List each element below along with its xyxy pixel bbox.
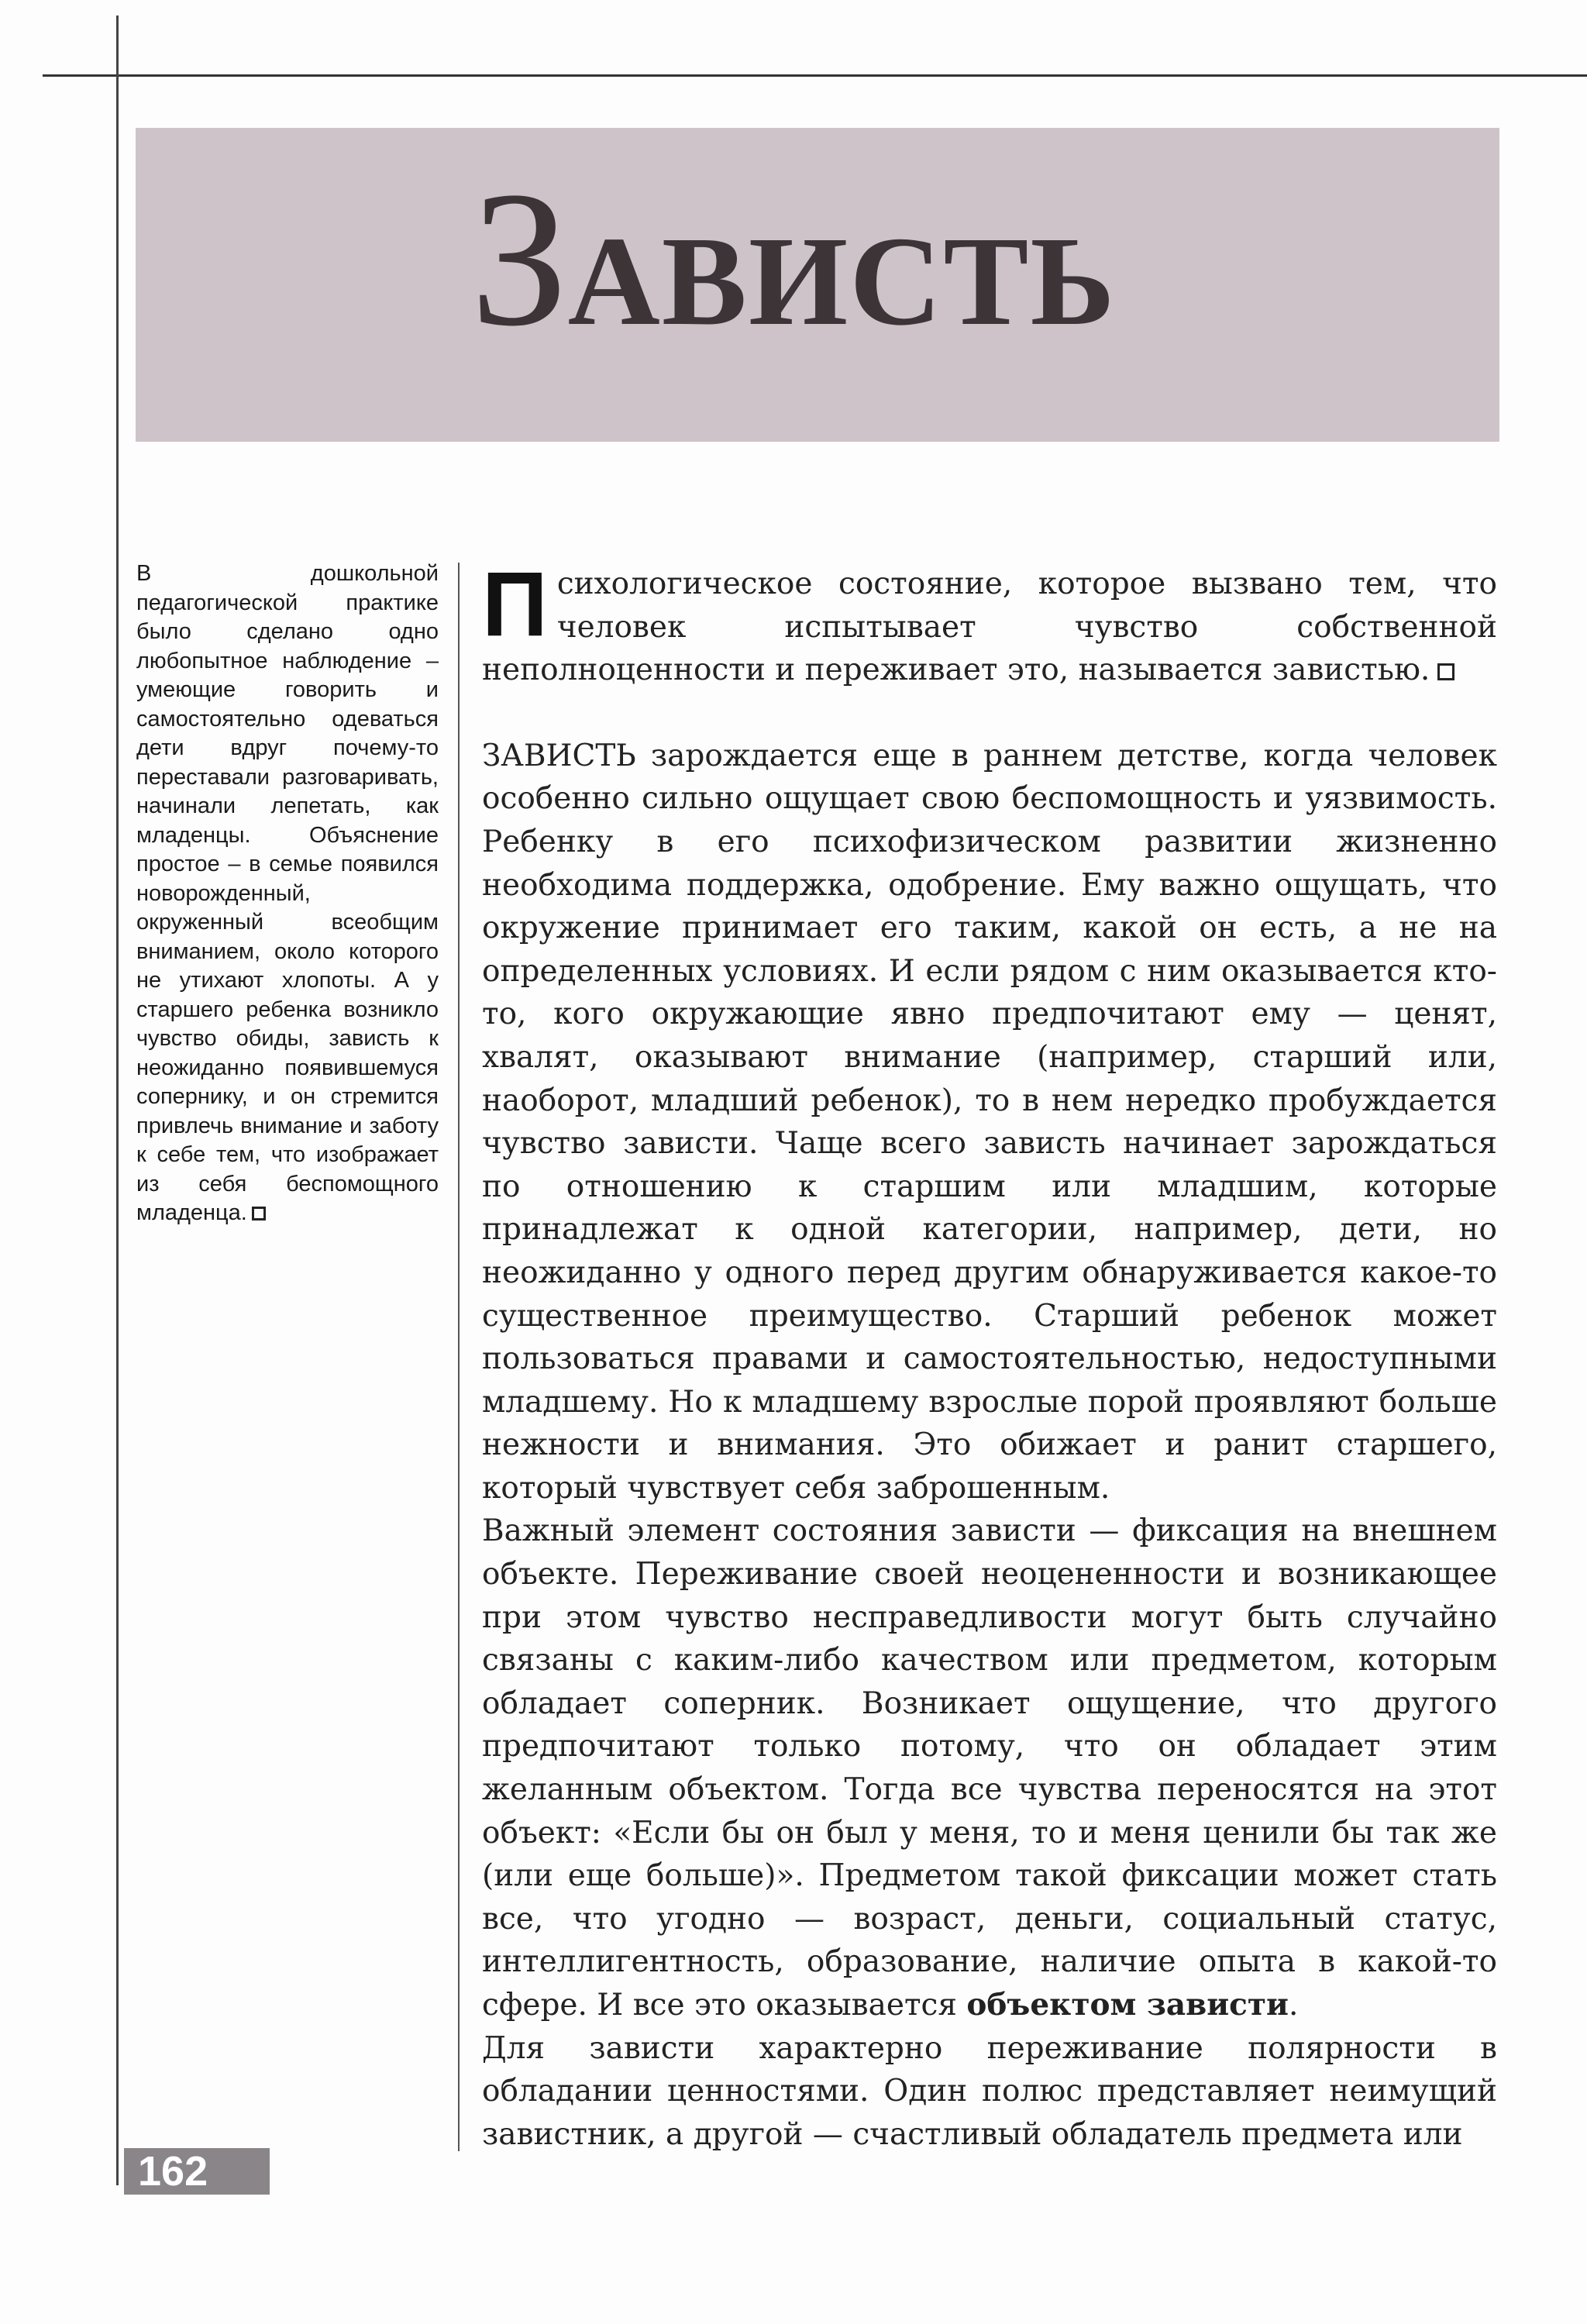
paragraph-3: Для зависти характерно переживание полярности в обладании ценностями. Один полюс представляет неимущий завистник, а другой — счастливый обладатель предмета или	[482, 2030, 1497, 2152]
page-title	[0, 152, 1587, 367]
drop-cap: П	[482, 553, 548, 656]
end-square-icon	[1437, 663, 1454, 680]
sidebar-note	[136, 559, 439, 1228]
top-rule	[43, 74, 1587, 77]
lead-text: сихологическое состояние, которое вызвано тем, что человек испытывает чувство собственной неполноценности и переживает это, называется завистью.	[482, 566, 1497, 688]
page-number: 162	[138, 2148, 208, 2195]
paragraph-gap	[482, 692, 1497, 735]
page-number-badge	[124, 2148, 270, 2195]
lead-paragraph	[482, 553, 1497, 692]
sidebar-text: В дошкольной педагогической практике было сделано одно любопытное наблюдение – умеющие говорить и самостоятельно одеваться дети вдруг почему-то переставали разговаривать, начинали лепетать, как младенцы. Объяснение простое – в семье появился новорожденный, окруженный всеобщим вниманием, около которого не утихают хлопоты. А у старшего ребенка возникло чувство обиды, зависть к неожиданно появившемуся сопернику, и он стремится привлечь внимание и заботу к себе тем, что изображает из себя беспомощного младенца.	[136, 561, 439, 1225]
paragraph-2-text: Важный элемент состояния зависти — фиксация на внешнем объекте. Переживание своей неоцененности и возникающее при этом чувство несправедливости могут быть случайно связаны с каким-либо качеством или предметом, которым обладает соперник. Возникает ощущение, что другого предпочитают только потому, что он обладает этим желанным объектом. Тогда все чувства переносятся на этот объект: «Если бы он был у меня, то и меня ценили бы так же (или еще больше)». Предметом такой фиксации может стать все, что угодно — возраст, деньги, социальный статус, интеллигентность, образование, наличие опыта в какой-то сфере. И все это оказывается	[482, 1513, 1497, 2023]
main-text	[482, 553, 1497, 2156]
paragraph-1: ЗАВИСТЬ зарождается еще в раннем детстве, когда человек особенно сильно ощущает свою беспомощность и уязвимость. Ребенку в его психофизическом развитии жизненно необходима поддержка, одобрение. Ему важно ощущать, что окружение принимает его таким, какой он есть, а не на определенных условиях. И если рядом с ним оказывается кто-то, кого окружающие явно предпочитают ему — ценят, хвалят, оказывают внимание (например, старший или, наоборот, младший ребенок), то в нем нередко пробуждается чувство зависти. Чаще всего зависть начинает зарождаться по отношению к старшим или младшим, которые принадлежат к одной категории, например, дети, но неожиданно у одного перед другим обнаруживается какое-то существенное преимущество. Старший ребенок может пользоваться правами и самостоятельностью, недоступными младшему. Но к младшему взрослые порой проявляют больше нежности и внимания. Это обижает и ранит старшего, который чувствует себя заброшенным.	[482, 738, 1497, 1506]
bold-term: объектом зависти	[966, 1987, 1289, 2023]
title-first-letter: З	[470, 152, 568, 367]
paragraph-2-end: .	[1288, 1988, 1299, 2023]
column-divider	[458, 563, 460, 2151]
title-rest: АВИСТЬ	[567, 210, 1117, 352]
paragraph-2	[482, 1510, 1497, 2026]
end-square-icon	[252, 1207, 266, 1221]
